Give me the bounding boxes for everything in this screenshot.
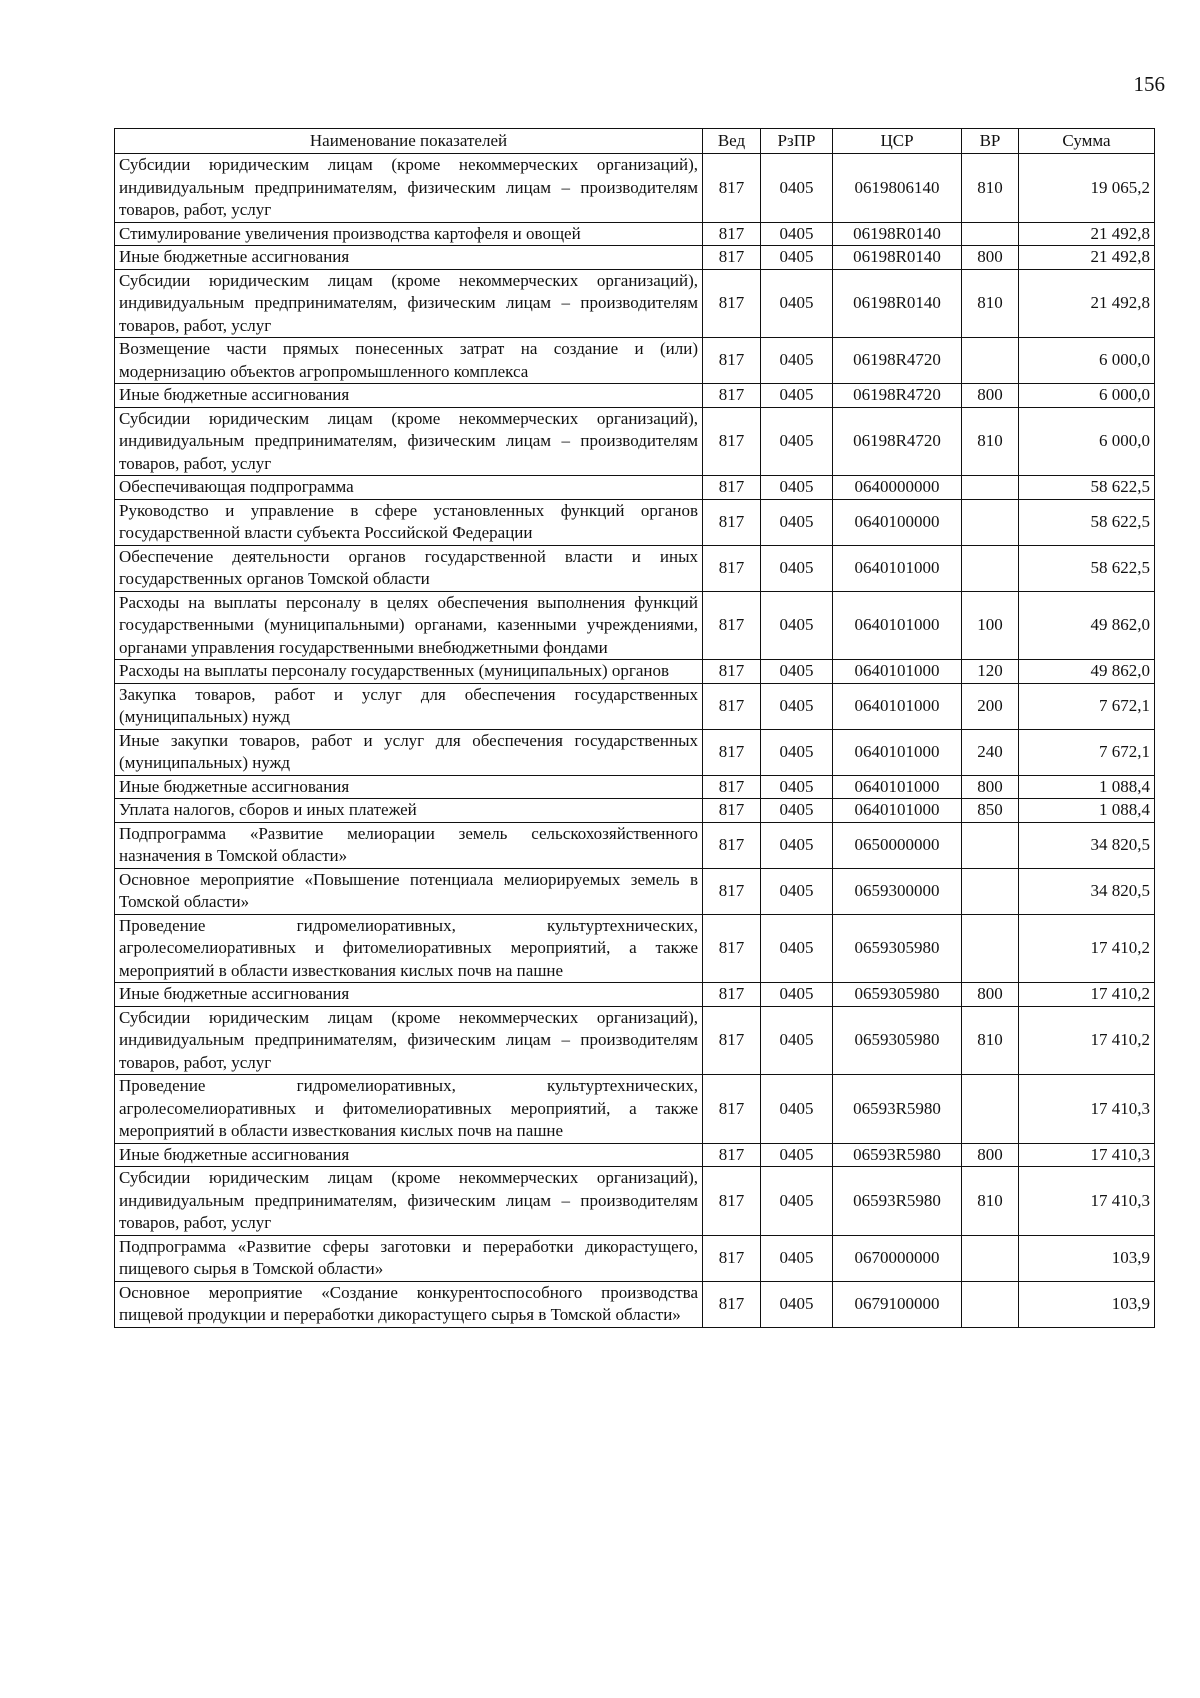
cell-sum: 6 000,0 — [1019, 338, 1155, 384]
cell-ved: 817 — [703, 338, 761, 384]
cell-rzpr: 0405 — [761, 476, 833, 500]
cell-vr: 120 — [962, 660, 1019, 684]
cell-name: Субсидии юридическим лицам (кроме некоммерческих организаций), индивидуальным предпринимателям, физическим лицам – производителям товаров, работ, услуг — [115, 1006, 703, 1075]
table-row — [115, 683, 1155, 729]
header-vr: ВР — [962, 129, 1019, 154]
cell-ved: 817 — [703, 729, 761, 775]
cell-name: Субсидии юридическим лицам (кроме некоммерческих организаций), индивидуальным предпринимателям, физическим лицам – производителям товаров, работ, услуг — [115, 154, 703, 223]
cell-sum: 34 820,5 — [1019, 868, 1155, 914]
cell-name: Проведение гидромелиоративных, культуртехнических, агролесомелиоративных и фитомелиоративных мероприятий, а также мероприятий в области известкования кислых почв на пашне — [115, 914, 703, 983]
cell-name: Уплата налогов, сборов и иных платежей — [115, 799, 703, 823]
table-row — [115, 591, 1155, 660]
cell-csr: 0640101000 — [833, 729, 962, 775]
cell-sum: 34 820,5 — [1019, 822, 1155, 868]
cell-name: Проведение гидромелиоративных, культуртехнических, агролесомелиоративных и фитомелиоративных мероприятий, а также мероприятий в области известкования кислых почв на пашне — [115, 1075, 703, 1144]
budget-table — [114, 128, 1155, 1328]
cell-csr: 06198R0140 — [833, 246, 962, 270]
cell-vr: 800 — [962, 1143, 1019, 1167]
cell-name: Закупка товаров, работ и услуг для обеспечения государственных (муниципальных) нужд — [115, 683, 703, 729]
cell-name: Стимулирование увеличения производства картофеля и овощей — [115, 222, 703, 246]
cell-vr — [962, 338, 1019, 384]
table-row — [115, 1075, 1155, 1144]
page-number: 156 — [1133, 72, 1165, 96]
cell-vr — [962, 1281, 1019, 1327]
table-row — [115, 1235, 1155, 1281]
cell-ved: 817 — [703, 1075, 761, 1144]
cell-name: Иные закупки товаров, работ и услуг для обеспечения государственных (муниципальных) нужд — [115, 729, 703, 775]
table-row — [115, 545, 1155, 591]
cell-csr: 0640101000 — [833, 775, 962, 799]
cell-ved: 817 — [703, 683, 761, 729]
cell-sum: 19 065,2 — [1019, 154, 1155, 223]
header-ved: Вед — [703, 129, 761, 154]
cell-sum: 6 000,0 — [1019, 407, 1155, 476]
cell-ved: 817 — [703, 545, 761, 591]
cell-csr: 06198R4720 — [833, 407, 962, 476]
cell-csr: 0619806140 — [833, 154, 962, 223]
cell-name: Субсидии юридическим лицам (кроме некоммерческих организаций), индивидуальным предпринимателям, физическим лицам – производителям товаров, работ, услуг — [115, 407, 703, 476]
cell-vr: 800 — [962, 384, 1019, 408]
cell-name: Субсидии юридическим лицам (кроме некоммерческих организаций), индивидуальным предпринимателям, физическим лицам – производителям товаров, работ, услуг — [115, 269, 703, 338]
cell-rzpr: 0405 — [761, 269, 833, 338]
table-row — [115, 868, 1155, 914]
table-row — [115, 499, 1155, 545]
cell-rzpr: 0405 — [761, 775, 833, 799]
cell-csr: 06198R4720 — [833, 384, 962, 408]
cell-vr — [962, 499, 1019, 545]
cell-vr — [962, 868, 1019, 914]
cell-vr: 810 — [962, 407, 1019, 476]
cell-rzpr: 0405 — [761, 1075, 833, 1144]
cell-ved: 817 — [703, 822, 761, 868]
cell-vr — [962, 222, 1019, 246]
cell-name: Руководство и управление в сфере установленных функций органов государственной власти субъекта Российской Федерации — [115, 499, 703, 545]
cell-rzpr: 0405 — [761, 729, 833, 775]
table-row — [115, 384, 1155, 408]
cell-rzpr: 0405 — [761, 246, 833, 270]
cell-ved: 817 — [703, 499, 761, 545]
cell-rzpr: 0405 — [761, 499, 833, 545]
cell-vr: 100 — [962, 591, 1019, 660]
cell-csr: 0679100000 — [833, 1281, 962, 1327]
cell-sum: 7 672,1 — [1019, 729, 1155, 775]
cell-sum: 1 088,4 — [1019, 775, 1155, 799]
cell-sum: 21 492,8 — [1019, 222, 1155, 246]
table-row — [115, 246, 1155, 270]
cell-sum: 1 088,4 — [1019, 799, 1155, 823]
table-row — [115, 407, 1155, 476]
table-row — [115, 1281, 1155, 1327]
cell-vr — [962, 476, 1019, 500]
cell-csr: 0640101000 — [833, 591, 962, 660]
cell-ved: 817 — [703, 591, 761, 660]
cell-rzpr: 0405 — [761, 591, 833, 660]
cell-name: Иные бюджетные ассигнования — [115, 1143, 703, 1167]
cell-ved: 817 — [703, 222, 761, 246]
cell-vr: 200 — [962, 683, 1019, 729]
table-row — [115, 222, 1155, 246]
cell-rzpr: 0405 — [761, 683, 833, 729]
header-csr: ЦСР — [833, 129, 962, 154]
cell-vr: 800 — [962, 775, 1019, 799]
cell-vr: 850 — [962, 799, 1019, 823]
cell-ved: 817 — [703, 246, 761, 270]
cell-sum: 103,9 — [1019, 1235, 1155, 1281]
cell-ved: 817 — [703, 384, 761, 408]
cell-name: Возмещение части прямых понесенных затрат на создание и (или) модернизацию объектов агропромышленного комплекса — [115, 338, 703, 384]
cell-rzpr: 0405 — [761, 914, 833, 983]
cell-vr — [962, 1075, 1019, 1144]
cell-csr: 0650000000 — [833, 822, 962, 868]
cell-name: Основное мероприятие «Создание конкурентоспособного производства пищевой продукции и переработки дикорастущего сырья в Томской области» — [115, 1281, 703, 1327]
cell-sum: 21 492,8 — [1019, 269, 1155, 338]
cell-rzpr: 0405 — [761, 1167, 833, 1236]
table-row — [115, 476, 1155, 500]
cell-sum: 58 622,5 — [1019, 476, 1155, 500]
table-row — [115, 822, 1155, 868]
cell-ved: 817 — [703, 775, 761, 799]
cell-sum: 58 622,5 — [1019, 499, 1155, 545]
cell-sum: 49 862,0 — [1019, 591, 1155, 660]
cell-rzpr: 0405 — [761, 822, 833, 868]
table-body — [115, 154, 1155, 1328]
cell-name: Иные бюджетные ассигнования — [115, 983, 703, 1007]
cell-vr: 810 — [962, 1006, 1019, 1075]
cell-vr: 800 — [962, 246, 1019, 270]
cell-ved: 817 — [703, 868, 761, 914]
table-row — [115, 1167, 1155, 1236]
table-row — [115, 660, 1155, 684]
cell-csr: 06593R5980 — [833, 1167, 962, 1236]
cell-vr — [962, 545, 1019, 591]
table-row — [115, 775, 1155, 799]
cell-sum: 7 672,1 — [1019, 683, 1155, 729]
table-row — [115, 1143, 1155, 1167]
cell-vr — [962, 822, 1019, 868]
cell-name: Обеспечение деятельности органов государственной власти и иных государственных органов Томской области — [115, 545, 703, 591]
cell-csr: 0659305980 — [833, 914, 962, 983]
cell-csr: 06593R5980 — [833, 1075, 962, 1144]
cell-rzpr: 0405 — [761, 384, 833, 408]
table-row — [115, 914, 1155, 983]
cell-vr: 810 — [962, 1167, 1019, 1236]
cell-name: Субсидии юридическим лицам (кроме некоммерческих организаций), индивидуальным предпринимателям, физическим лицам – производителям товаров, работ, услуг — [115, 1167, 703, 1236]
cell-ved: 817 — [703, 1167, 761, 1236]
cell-rzpr: 0405 — [761, 1235, 833, 1281]
table-row — [115, 269, 1155, 338]
cell-ved: 817 — [703, 983, 761, 1007]
cell-csr: 06198R0140 — [833, 269, 962, 338]
cell-ved: 817 — [703, 1281, 761, 1327]
cell-rzpr: 0405 — [761, 983, 833, 1007]
cell-vr: 810 — [962, 154, 1019, 223]
table-row — [115, 983, 1155, 1007]
cell-csr: 0640101000 — [833, 683, 962, 729]
cell-csr: 0640101000 — [833, 545, 962, 591]
cell-csr: 06198R4720 — [833, 338, 962, 384]
cell-ved: 817 — [703, 799, 761, 823]
cell-ved: 817 — [703, 407, 761, 476]
cell-name: Основное мероприятие «Повышение потенциала мелиорируемых земель в Томской области» — [115, 868, 703, 914]
cell-csr: 0659305980 — [833, 1006, 962, 1075]
cell-ved: 817 — [703, 660, 761, 684]
cell-sum: 17 410,3 — [1019, 1143, 1155, 1167]
cell-csr: 0659300000 — [833, 868, 962, 914]
cell-csr: 0659305980 — [833, 983, 962, 1007]
cell-ved: 817 — [703, 476, 761, 500]
cell-rzpr: 0405 — [761, 1281, 833, 1327]
cell-sum: 17 410,3 — [1019, 1167, 1155, 1236]
cell-name: Подпрограмма «Развитие мелиорации земель сельскохозяйственного назначения в Томской области» — [115, 822, 703, 868]
cell-rzpr: 0405 — [761, 545, 833, 591]
cell-vr: 240 — [962, 729, 1019, 775]
table-row — [115, 338, 1155, 384]
cell-csr: 06593R5980 — [833, 1143, 962, 1167]
cell-sum: 17 410,3 — [1019, 1075, 1155, 1144]
cell-name: Иные бюджетные ассигнования — [115, 775, 703, 799]
table-header-row — [115, 129, 1155, 154]
cell-sum: 17 410,2 — [1019, 983, 1155, 1007]
cell-rzpr: 0405 — [761, 799, 833, 823]
header-rzpr: РзПР — [761, 129, 833, 154]
cell-csr: 0640100000 — [833, 499, 962, 545]
cell-ved: 817 — [703, 269, 761, 338]
cell-ved: 817 — [703, 1235, 761, 1281]
cell-csr: 06198R0140 — [833, 222, 962, 246]
header-name: Наименование показателей — [115, 129, 703, 154]
cell-csr: 0670000000 — [833, 1235, 962, 1281]
cell-ved: 817 — [703, 1006, 761, 1075]
header-sum: Сумма — [1019, 129, 1155, 154]
table-row — [115, 154, 1155, 223]
cell-rzpr: 0405 — [761, 338, 833, 384]
cell-vr — [962, 1235, 1019, 1281]
cell-name: Иные бюджетные ассигнования — [115, 246, 703, 270]
cell-rzpr: 0405 — [761, 407, 833, 476]
cell-rzpr: 0405 — [761, 868, 833, 914]
cell-vr — [962, 914, 1019, 983]
cell-rzpr: 0405 — [761, 222, 833, 246]
table-row — [115, 729, 1155, 775]
cell-csr: 0640101000 — [833, 660, 962, 684]
cell-sum: 6 000,0 — [1019, 384, 1155, 408]
table-row — [115, 1006, 1155, 1075]
cell-sum: 103,9 — [1019, 1281, 1155, 1327]
table-row — [115, 799, 1155, 823]
cell-csr: 0640000000 — [833, 476, 962, 500]
cell-name: Подпрограмма «Развитие сферы заготовки и переработки дикорастущего, пищевого сырья в Томской области» — [115, 1235, 703, 1281]
cell-ved: 817 — [703, 914, 761, 983]
cell-name: Расходы на выплаты персоналу государственных (муниципальных) органов — [115, 660, 703, 684]
cell-rzpr: 0405 — [761, 1143, 833, 1167]
cell-ved: 817 — [703, 154, 761, 223]
cell-name: Обеспечивающая подпрограмма — [115, 476, 703, 500]
cell-name: Иные бюджетные ассигнования — [115, 384, 703, 408]
cell-sum: 21 492,8 — [1019, 246, 1155, 270]
cell-rzpr: 0405 — [761, 660, 833, 684]
cell-vr: 800 — [962, 983, 1019, 1007]
cell-vr: 810 — [962, 269, 1019, 338]
cell-csr: 0640101000 — [833, 799, 962, 823]
cell-name: Расходы на выплаты персоналу в целях обеспечения выполнения функций государственными (муниципальными) органами, казенными учреждениями, органами управления государственными внебюджетными фондами — [115, 591, 703, 660]
cell-rzpr: 0405 — [761, 154, 833, 223]
cell-sum: 58 622,5 — [1019, 545, 1155, 591]
cell-ved: 817 — [703, 1143, 761, 1167]
cell-sum: 49 862,0 — [1019, 660, 1155, 684]
cell-rzpr: 0405 — [761, 1006, 833, 1075]
cell-sum: 17 410,2 — [1019, 914, 1155, 983]
cell-sum: 17 410,2 — [1019, 1006, 1155, 1075]
